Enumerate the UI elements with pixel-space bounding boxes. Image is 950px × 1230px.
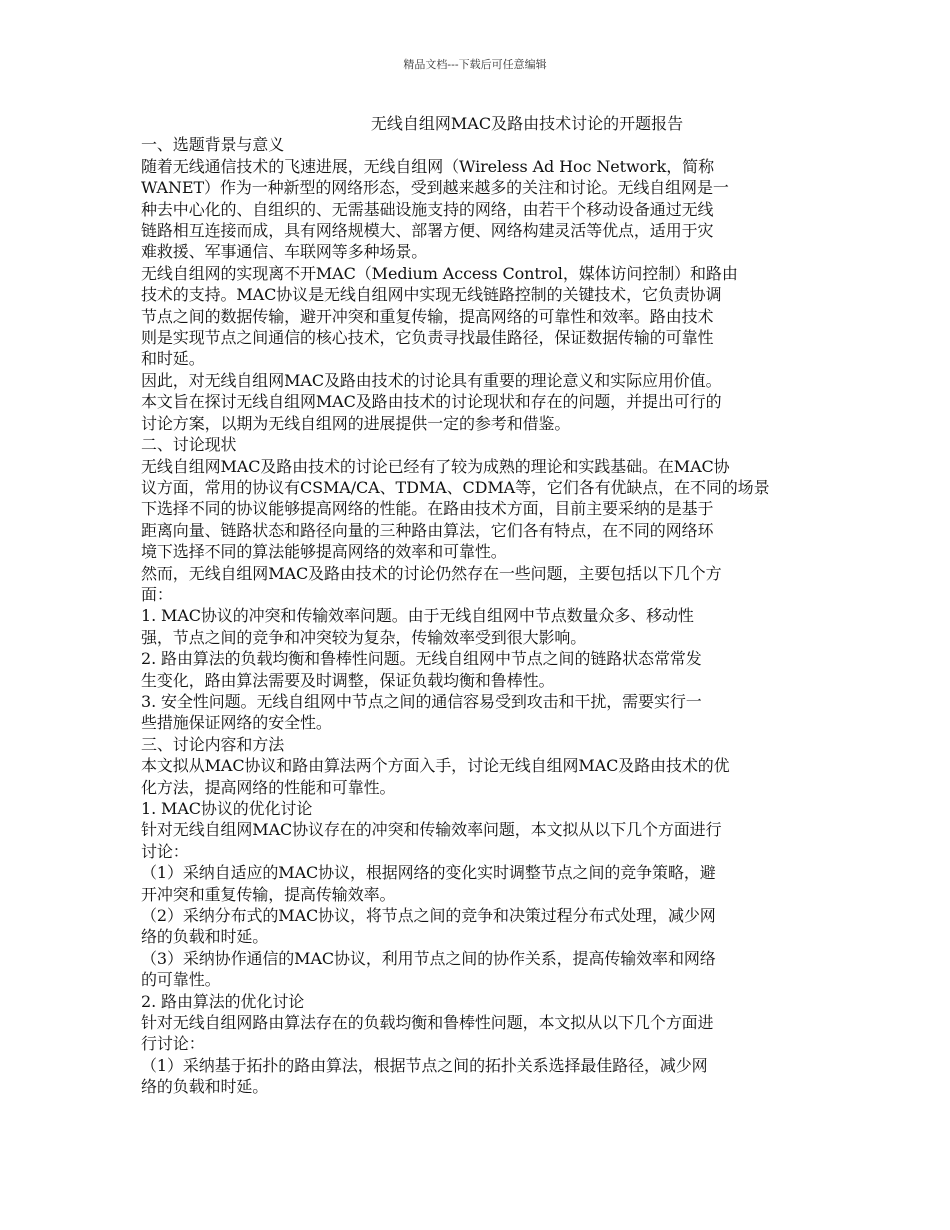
text-line: WANET）作为一种新型的网络形态，受到越来越多的关注和讨论。无线自组网是一	[141, 178, 729, 198]
document-body	[141, 113, 813, 1098]
text-line: 三、讨论内容和方法	[141, 734, 285, 754]
text-line: 行讨论：	[141, 1034, 205, 1054]
text-line: 本文拟从MAC协议和路由算法两个方面入手，讨论无线自组网MAC及路由技术的优	[141, 756, 730, 776]
text-line: 2. 路由算法的优化讨论	[141, 991, 305, 1011]
text-line: 1. MAC协议的冲突和传输效率问题。由于无线自组网中节点数量众多、移动性	[141, 606, 694, 626]
text-line: 强，节点之间的竞争和冲突较为复杂，传输效率受到很大影响。	[141, 627, 587, 647]
text-line: 的可靠性。	[141, 970, 221, 990]
text-line: 开冲突和重复传输，提高传输效率。	[141, 884, 396, 904]
text-line: 难救援、军事通信、车联网等多种场景。	[141, 242, 428, 262]
text-line: 链路相互连接而成，具有网络规模大、部署方便、网络构建灵活等优点，适用于灾	[141, 221, 714, 241]
text-line: 一、选题背景与意义	[141, 135, 285, 155]
text-line: 针对无线自组网路由算法存在的负载均衡和鲁棒性问题，本文拟从以下几个方面进	[141, 1013, 714, 1033]
text-line: 生变化，路由算法需要及时调整，保证负载均衡和鲁棒性。	[141, 670, 555, 690]
text-line: 二、讨论现状	[141, 435, 237, 455]
text-line: 因此，对无线自组网MAC及路由技术的讨论具有重要的理论意义和实际应用价值。	[141, 370, 722, 390]
text-line: 无线自组网MAC及路由技术的讨论已经有了较为成熟的理论和实践基础。在MAC协	[141, 456, 730, 476]
text-line: 络的负载和时延。	[141, 1077, 269, 1097]
text-line: 1. MAC协议的优化讨论	[141, 799, 313, 818]
text-line: 3. 安全性问题。无线自组网中节点之间的通信容易受到攻击和干扰，需要实行一	[141, 691, 702, 711]
text-line: 些措施保证网络的安全性。	[141, 713, 332, 733]
text-line: 下选择不同的协议能够提高网络的性能。在路由技术方面，目前主要采纳的是基于	[141, 499, 714, 519]
text-line: 距离向量、链路状态和路径向量的三种路由算法，它们各有特点，在不同的网络环	[141, 520, 714, 540]
text-line: 则是实现节点之间通信的核心技术，它负责寻找最佳路径，保证数据传输的可靠性	[141, 328, 714, 348]
text-line: 随着无线通信技术的飞速进展，无线自组网（Wireless Ad Hoc Network，简称	[141, 156, 714, 176]
text-line: 本文旨在探讨无线自组网MAC及路由技术的讨论现状和存在的问题，并提出可行的	[141, 392, 722, 412]
text-line: 络的负载和时延。	[141, 927, 269, 947]
text-line: （3）采纳协作通信的MAC协议，利用节点之间的协作关系，提高传输效率和网络	[141, 948, 716, 968]
text-line: 讨论方案，以期为无线自组网的进展提供一定的参考和借鉴。	[141, 413, 571, 433]
page-header: 精品文档---下载后可任意编辑	[403, 58, 547, 71]
text-line: 无线自组网的实现离不开MAC（Medium Access Control，媒体访问控制）和路由	[141, 263, 738, 283]
text-line: 节点之间的数据传输，避开冲突和重复传输，提高网络的可靠性和效率。路由技术	[141, 306, 714, 326]
text-line: 境下选择不同的算法能够提高网络的效率和可靠性。	[141, 542, 507, 562]
document-paragraphs	[141, 134, 813, 1097]
text-line: 然而，无线自组网MAC及路由技术的讨论仍然存在一些问题，主要包括以下几个方	[141, 563, 722, 583]
text-line: （1）采纳基于拓扑的路由算法，根据节点之间的拓扑关系选择最佳路径，减少网	[141, 1055, 708, 1075]
text-line: 面：	[141, 584, 173, 604]
text-line: 2. 路由算法的负载均衡和鲁棒性问题。无线自组网中节点之间的链路状态常常发	[141, 649, 702, 669]
text-line: 议方面，常用的协议有CSMA/CA、TDMA、CDMA等，它们各有优缺点，在不同的场景	[141, 477, 770, 497]
text-line: 针对无线自组网MAC协议存在的冲突和传输效率问题，本文拟从以下几个方面进行	[141, 820, 722, 840]
text-line: 技术的支持。MAC协议是无线自组网中实现无线链路控制的关键技术，它负责协调	[141, 285, 722, 305]
text-line: （2）采纳分布式的MAC协议，将节点之间的竞争和决策过程分布式处理，减少网	[141, 906, 716, 926]
text-line: 种去中心化的、自组织的、无需基础设施支持的网络，由若干个移动设备通过无线	[141, 199, 714, 219]
document-title: 无线自组网MAC及路由技术讨论的开题报告	[370, 114, 684, 133]
text-line: 化方法，提高网络的性能和可靠性。	[141, 777, 396, 797]
text-line: 讨论：	[141, 841, 189, 861]
text-line: 和时延。	[141, 349, 205, 369]
text-line: （1）采纳自适应的MAC协议，根据网络的变化实时调整节点之间的竞争策略，避	[141, 863, 716, 883]
